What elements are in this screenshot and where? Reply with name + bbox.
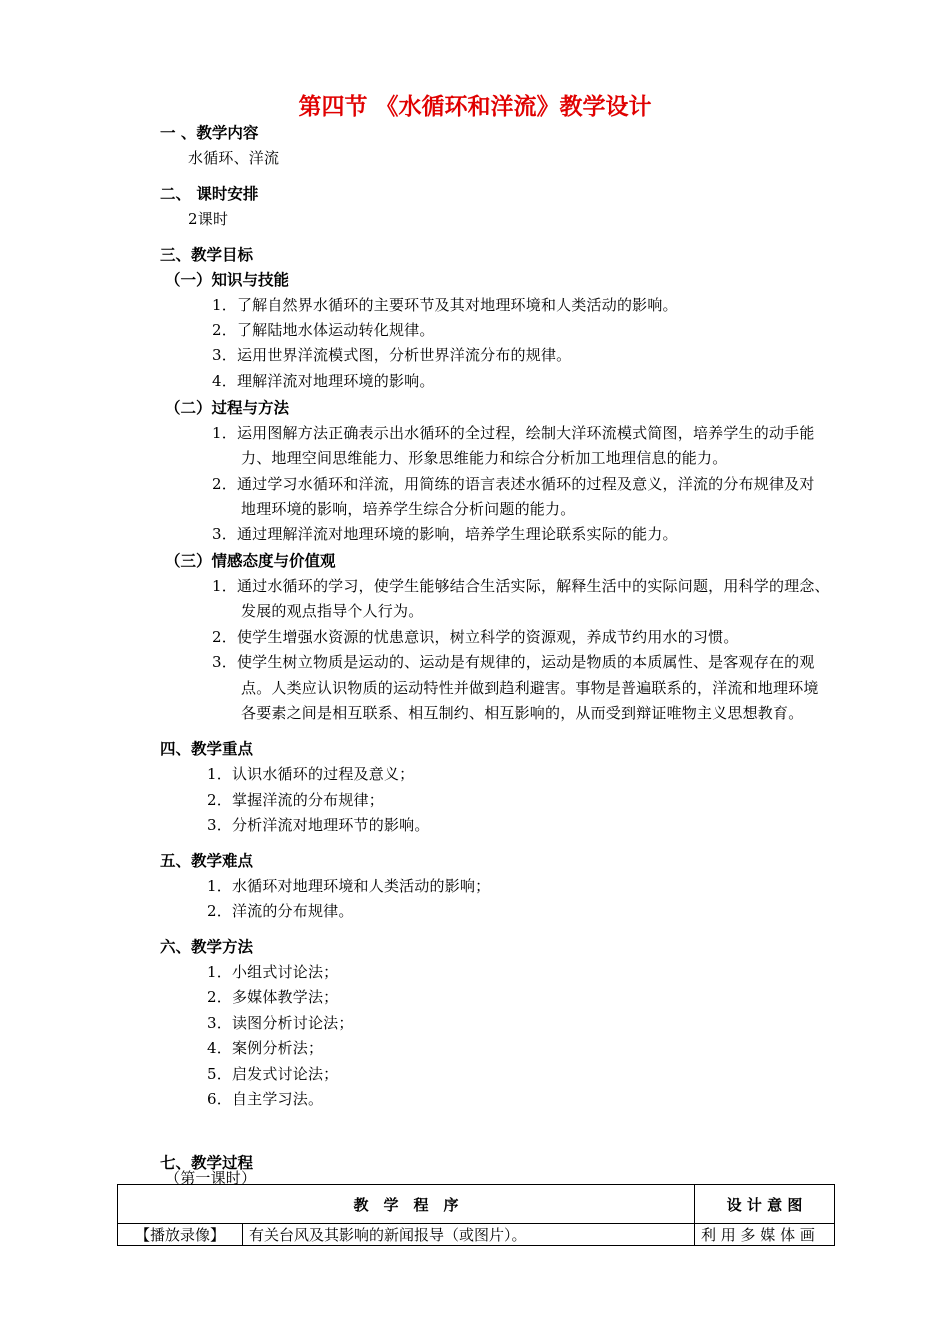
paragraph-line: 1．通过水循环的学习，使学生能够结合生活实际，解释生活中的实际问题，用科学的理念、 xyxy=(212,577,830,595)
section-body-schedule: 2课时 xyxy=(188,210,229,228)
list-item: 2．了解陆地水体运动转化规律。 xyxy=(212,321,435,339)
list-item: 1．水循环对地理环境和人类活动的影响； xyxy=(207,877,491,895)
row-content: 有关台风及其影响的新闻报导（或图片）。 xyxy=(243,1224,695,1246)
list-item: 2．多媒体教学法； xyxy=(207,988,339,1006)
list-item: 1．了解自然界水循环的主要环节及其对地理环境和人类活动的影响。 xyxy=(212,296,678,314)
teaching-process-table xyxy=(117,1184,835,1246)
subsection-heading-values: （三）情感态度与价值观 xyxy=(165,552,336,570)
list-item: 4．案例分析法； xyxy=(207,1039,324,1057)
list-item: 3．运用世界洋流模式图，分析世界洋流分布的规律。 xyxy=(212,346,572,364)
list-item: 4．理解洋流对地理环境的影响。 xyxy=(212,372,435,390)
row-intent: 利 用 多 媒 体 画 xyxy=(695,1224,835,1246)
list-item: 2．洋流的分布规律。 xyxy=(207,902,354,920)
list-item: 3．分析洋流对地理环节的影响。 xyxy=(207,816,430,834)
paragraph-line: 力、地理空间思维能力、形象思维能力和综合分析加工地理信息的能力。 xyxy=(241,449,728,467)
row-label: 【播放录像】 xyxy=(118,1224,243,1246)
paragraph-line: 各要素之间是相互联系、相互制约、相互影响的，从而受到辩证唯物主义思想教育。 xyxy=(241,704,804,722)
paragraph-line: 发展的观点指导个人行为。 xyxy=(241,602,424,620)
subsection-heading-process: （二）过程与方法 xyxy=(165,399,290,417)
paragraph-line: 2．使学生增强水资源的忧患意识，树立科学的资源观，养成节约用水的习惯。 xyxy=(212,628,739,646)
paragraph-line: 1．运用图解方法正确表示出水循环的全过程，绘制大洋环流模式简图，培养学生的动手能 xyxy=(212,424,815,442)
paragraph-line: 3．使学生树立物质是运动的、运动是有规律的，运动是物质的本质属性、是客观存在的观 xyxy=(212,653,815,671)
header-intent: 设 计 意 图 xyxy=(695,1185,835,1224)
subsection-heading-knowledge: （一）知识与技能 xyxy=(165,271,290,289)
paragraph-line: 3．通过理解洋流对地理环境的影响，培养学生理论联系实际的能力。 xyxy=(212,525,678,543)
list-item: 6．自主学习法。 xyxy=(207,1090,324,1108)
list-item: 3．读图分析讨论法； xyxy=(207,1014,354,1032)
section-heading-methods: 六、教学方法 xyxy=(160,938,254,956)
section-heading-keypoints: 四、教学重点 xyxy=(160,740,254,758)
section-heading-difficulties: 五、教学难点 xyxy=(160,852,254,870)
paragraph-line: 点。人类应认识物质的运动特性并做到趋利避害。事物是普遍联系的，洋流和地理环境 xyxy=(241,679,819,697)
list-item: 1．小组式讨论法； xyxy=(207,963,339,981)
list-item: 2．掌握洋流的分布规律； xyxy=(207,791,384,809)
section-heading-process: 七、教学过程 xyxy=(160,1154,254,1172)
page-title: 第四节 《水循环和洋流》教学设计 xyxy=(298,94,652,120)
table-header-row xyxy=(118,1185,835,1224)
section-heading-content: 一 、教学内容 xyxy=(160,124,259,142)
section-heading-goals: 三、教学目标 xyxy=(160,246,254,264)
section-body-content: 水循环、洋流 xyxy=(188,149,280,167)
list-item: 1．认识水循环的过程及意义； xyxy=(207,765,415,783)
header-program: 教 学 程 序 xyxy=(118,1185,695,1224)
list-item: 5．启发式讨论法； xyxy=(207,1065,339,1083)
section-heading-schedule: 二、 课时安排 xyxy=(160,185,259,203)
paragraph-line: 2．通过学习水循环和洋流，用简练的语言表述水循环的过程及意义，洋流的分布规律及对 xyxy=(212,475,815,493)
lesson-note: （第一课时） xyxy=(165,1169,257,1187)
paragraph-line: 地理环境的影响，培养学生综合分析问题的能力。 xyxy=(241,500,576,518)
table-row xyxy=(118,1224,835,1246)
